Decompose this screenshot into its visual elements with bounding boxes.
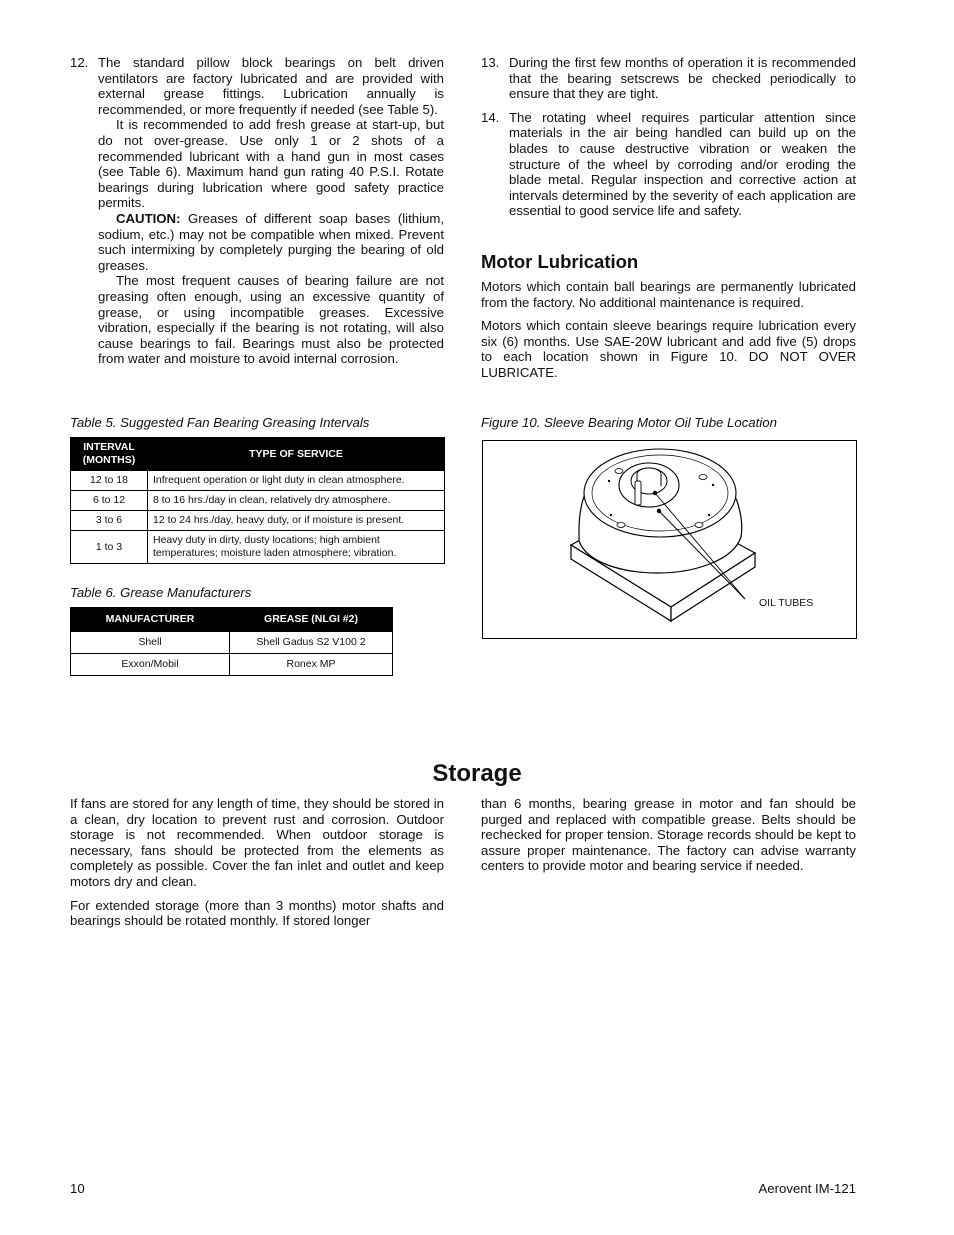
table-6 <box>70 607 393 676</box>
item-14 <box>481 110 856 219</box>
oil-tubes-callout: OIL TUBES <box>759 597 814 609</box>
figure-10 <box>482 440 857 639</box>
caution-text: Greases of different soap bases (lithium, sodium, etc.) may not be compatible when mixed. Prevent such intermixing by completely purging the bearing of old greases. <box>98 210 444 273</box>
table-cell: Shell Gadus S2 V100 2 <box>230 632 393 654</box>
item-12-paragraph-1: The standard pillow block bearings on belt driven ventilators are factory lubricated and are provided with external grease fittings. Lubrication annually is recommended, or more frequently if needed (see Table 5). <box>98 55 444 117</box>
table-row <box>71 491 445 511</box>
document-id: Aerovent IM-121 <box>758 1181 856 1196</box>
table-row <box>71 531 445 564</box>
table-row <box>71 471 445 491</box>
storage-right-column <box>481 796 856 882</box>
table-cell: Heavy duty in dirty, dusty locations; high ambient temperatures; moisture laden atmosphere; vibration. <box>148 531 445 564</box>
table-row <box>71 511 445 531</box>
table-5 <box>70 437 445 564</box>
table-cell: Infrequent operation or light duty in clean atmosphere. <box>148 471 445 491</box>
table-cell: Shell <box>71 632 230 654</box>
table-header: INTERVAL (MONTHS) <box>71 438 148 471</box>
table-header: MANUFACTURER <box>71 608 230 632</box>
motor-lubrication-paragraph-1: Motors which contain ball bearings are permanently lubricated from the factory. No additional maintenance is required. <box>481 279 856 310</box>
page-number: 10 <box>70 1181 85 1196</box>
table-row <box>71 632 393 654</box>
item-13 <box>481 55 856 102</box>
storage-paragraph-1: If fans are stored for any length of time, they should be stored in a clean, dry location to prevent rust and corrosion. Outdoor storage is not recommended. When outdoor storage is necessary, fans should be protected from the elements as completely as possible. Cover the fan inlet and outlet and keep motors dry and clean. <box>70 796 444 889</box>
right-column-items <box>481 55 856 219</box>
table-5-caption: Table 5. Suggested Fan Bearing Greasing Intervals <box>70 415 370 430</box>
storage-heading: Storage <box>432 760 522 787</box>
table-cell: 12 to 24 hrs./day, heavy duty, or if moisture is present. <box>148 511 445 531</box>
caution-label: CAUTION: <box>116 210 181 226</box>
figure-10-caption: Figure 10. Sleeve Bearing Motor Oil Tube Location <box>481 415 777 430</box>
motor-lubrication-paragraph-2: Motors which contain sleeve bearings require lubrication every six (6) months. Use SAE-20W lubricant and add five (5) drops to each location shown in Figure 10. DO NOT OVER LUBRICATE. <box>481 318 856 380</box>
table-6-caption: Table 6. Grease Manufacturers <box>70 585 252 600</box>
motor-lubrication-heading: Motor Lubrication <box>481 251 639 272</box>
table-cell: Ronex MP <box>230 654 393 676</box>
table-cell: 3 to 6 <box>71 511 148 531</box>
storage-left-column <box>70 796 444 937</box>
table-cell: 6 to 12 <box>71 491 148 511</box>
item-13-text: During the first few months of operation it is recommended that the bearing setscrews be checked periodically to ensure that they are tight. <box>509 55 856 102</box>
item-12 <box>70 55 444 367</box>
table-cell: Exxon/Mobil <box>71 654 230 676</box>
table-row <box>71 654 393 676</box>
table-header: GREASE (NLGI #2) <box>230 608 393 632</box>
item-number: 12. <box>70 55 89 70</box>
table-cell: 8 to 16 hrs./day in clean, relatively dry atmosphere. <box>148 491 445 511</box>
motor-lubrication-body <box>481 279 856 389</box>
table-header: TYPE OF SERVICE <box>148 438 445 471</box>
caution-paragraph <box>98 211 444 273</box>
item-number: 13. <box>481 55 500 70</box>
storage-paragraph-3: than 6 months, bearing grease in motor and fan should be purged and replaced with compatible grease. Belts should be rechecked for proper tension. Storage records should be kept to assure proper maintenance. The factory can advise warranty centers to provide motor and bearing service if needed. <box>481 796 856 874</box>
table-cell: 1 to 3 <box>71 531 148 564</box>
item-14-text: The rotating wheel requires particular attention since materials in the air being handled can build up on the blades to cause destructive vibration or weaken the structure of the wheel by corroding and/or eroding the blade metal. Regular inspection and corrective action at intervals determined by the severity of each application are essential to good service life and safety. <box>509 109 856 219</box>
table-cell: 12 to 18 <box>71 471 148 491</box>
item-12-paragraph-4: The most frequent causes of bearing failure are not greasing often enough, using an excessive quantity of grease, or using incompatible greases. Excessive vibration, especially if the bearing is not rotating, will also cause bearings to fail. Bearings must also be protected from water and moisture to avoid internal corrosion. <box>98 273 444 367</box>
item-number: 14. <box>481 109 500 125</box>
item-12-paragraph-2: It is recommended to add fresh grease at start-up, but do not over-grease. Use only 1 or 2 shots of a recommended lubricant with a hand gun in most cases (see Table 6). Maximum hand gun rating 40 P.S.I. Rotate bearings during lubrication where good safety practice permits. <box>98 117 444 211</box>
storage-paragraph-2: For extended storage (more than 3 months) motor shafts and bearings should be rotated monthly. If stored longer <box>70 897 444 929</box>
